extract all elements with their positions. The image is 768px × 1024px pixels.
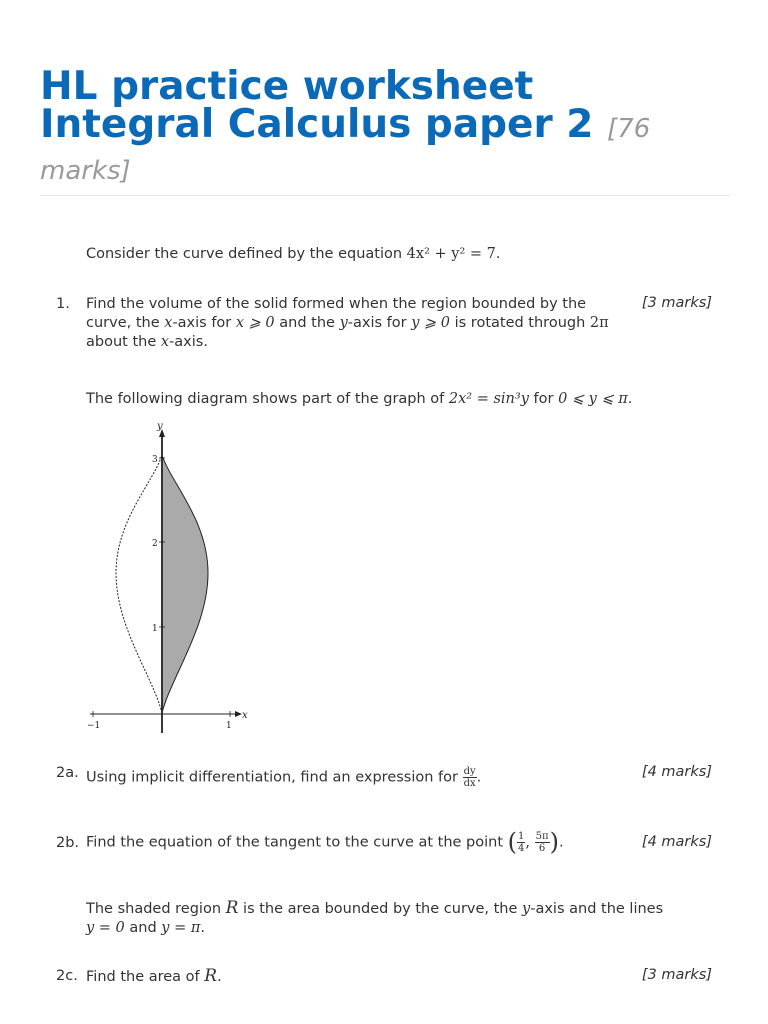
shaded-region-text: The shaded region R is the area bounded by the curve, the y-axis and the lines y = 0 and y = π. bbox=[86, 898, 664, 936]
title-divider bbox=[40, 195, 730, 196]
title-line-1: HL practice worksheet bbox=[40, 64, 534, 109]
marks-q2a: [4 marks] bbox=[641, 764, 712, 780]
marks-q1: [3 marks] bbox=[641, 295, 712, 311]
point-y-fraction: $\frac{5\pi}{6}$ bbox=[535, 831, 549, 854]
y-tick-3: 3 bbox=[152, 455, 158, 465]
diagram-intro-text: The following diagram shows part of the graph of 2x² = sin³y for 0 ⩽ y ⩽ π. bbox=[86, 391, 633, 407]
title-line-2: Integral Calculus paper 2 bbox=[40, 102, 594, 147]
question-number-2a: 2a. bbox=[56, 765, 79, 781]
x-axis-arrow bbox=[235, 711, 242, 717]
shaded-region-r bbox=[162, 455, 208, 713]
curve-left bbox=[116, 455, 162, 713]
intro-text: Consider the curve defined by the equation 4x² + y² = 7. bbox=[86, 246, 501, 262]
page-title bbox=[40, 64, 730, 190]
curve-diagram bbox=[80, 415, 260, 740]
question-number-1: 1. bbox=[56, 296, 70, 312]
total-marks: [76 marks] bbox=[40, 114, 651, 186]
curve-equation: 4x² + y² = 7 bbox=[406, 246, 496, 262]
question-1-text: Find the volume of the solid formed when the region bounded by the curve, the x-axis for x ⩾ 0 and the y-axis for y ⩾ 0 is rotated through 2π about the x-axis. bbox=[86, 296, 609, 350]
x-tick-1: 1 bbox=[226, 721, 232, 731]
y-axis-label: y bbox=[157, 421, 163, 432]
y-tick-2: 2 bbox=[152, 539, 158, 549]
question-number-2c: 2c. bbox=[56, 968, 78, 984]
marks-q2c: [3 marks] bbox=[641, 967, 712, 983]
question-2a-text: Using implicit differentiation, find an expression for $\frac{dy}{dx}$ . bbox=[86, 766, 482, 789]
point-x-fraction: $\frac{1}{4}$ bbox=[518, 831, 525, 854]
x-tick-neg1: −1 bbox=[87, 721, 101, 731]
question-2b-text: Find the equation of the tangent to the curve at the point ( $\frac{1}{4}$ , $\frac{5\pi}{6}$ ). bbox=[86, 828, 564, 856]
x-axis-label: x bbox=[242, 710, 248, 721]
question-2c-text: Find the area of R. bbox=[86, 966, 222, 986]
marks-q2b: [4 marks] bbox=[641, 834, 712, 850]
y-tick-1: 1 bbox=[152, 624, 158, 634]
question-number-2b: 2b. bbox=[56, 835, 80, 851]
dy-dx-fraction: $\frac{dy}{dx}$ bbox=[463, 766, 476, 789]
